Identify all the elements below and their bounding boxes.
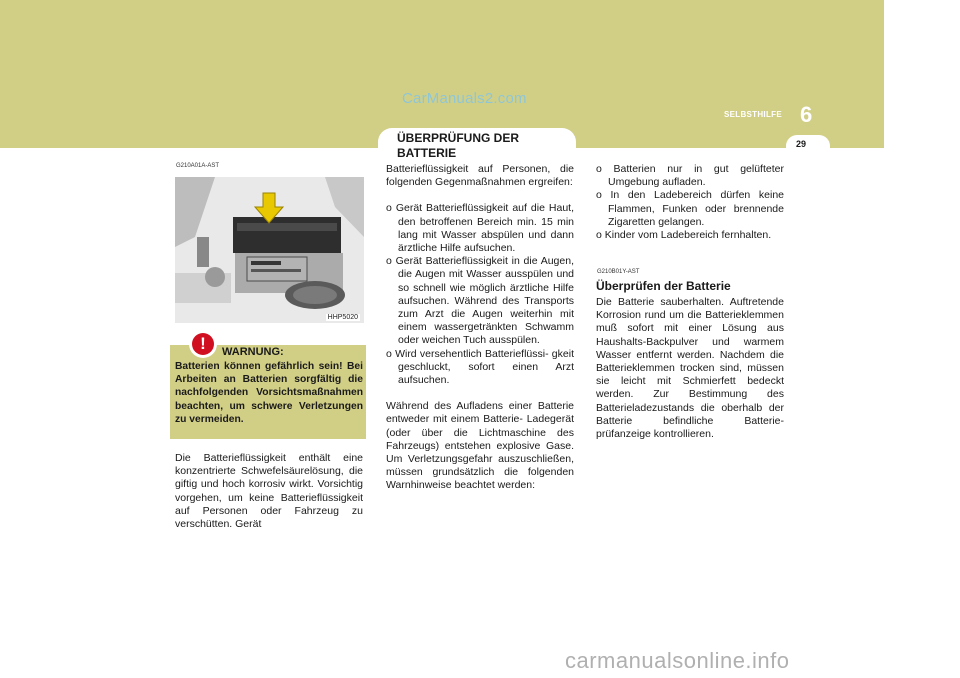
section-number: 6 (800, 102, 813, 127)
page-tab (786, 135, 830, 157)
charging-paragraph: Während des Aufladens einer Batterie entweder mit einem Batterie- Ladegerät (oder über die Lichtmaschine des Fahrzeugs) entstehen explosive Gase. Um Verletzungsgefahr auszuschließen, müssen grundsätzlich die folgenden Warnhinweise beachtet werden: (386, 400, 574, 492)
subsection-heading: Überprüfen der Batterie (596, 279, 731, 293)
watermark-top[interactable]: CarManuals2.com (402, 90, 527, 107)
left-body-paragraph: Die Batterieflüssigkeit enthält eine konzentrierte Schwefelsäurelösung, die giftig und hoch korrosiv wirkt. Vorsichtig vorgehen, um keine Batterieflüssigkeit auf Personen oder Fahrzeug zu verschütten. Gerät (175, 452, 363, 531)
right-body-paragraph: Die Batterie sauberhalten. Auftretende Korrosion rund um die Batterieklemmen muß sofort mit einer Lösung aus Haushalts-Backpulver und warmem Wasser entfernt werden. Nachdem die Batterieklemmen trocken sind, müssen sie leicht mit Schmierfett bedeckt werden. Zur Bestimmung des Batterieladezustands die oberhalb der Batterie befindliche Batterie- prüfanzeige kontrollieren. (596, 296, 784, 441)
list-item: o Gerät Batterieflüssigkeit in die Augen, die Augen mit Wasser ausspülen und so schnell wie möglich ärztliche Hilfe aufsuchen. Während des Transports zum Arzt die Augen weiterhin mit einem wassergetränkten Schwamm oder weichen Tuch ausspülen. (386, 255, 574, 347)
photo-code: HHP5020 (327, 314, 358, 321)
header-band (0, 0, 884, 148)
battery-illustration (175, 177, 364, 323)
middle-column (386, 163, 574, 506)
figure-code: G210A01A-AST (176, 163, 220, 169)
page-title: ÜBERPRÜFUNG DER BATTERIE (397, 131, 520, 160)
page-number: 29 (796, 139, 807, 149)
right-body (596, 296, 784, 454)
charging-warnings-list (596, 163, 784, 242)
right-list (596, 163, 784, 255)
list-item: o Wird versehentlich Batterieflüssi- gkeit geschluckt, sofort einen Arzt aufsuchen. (386, 347, 574, 387)
section-code: G210B01Y-AST (597, 269, 640, 275)
warning-text: Batterien können gefährlich sein! Bei Arbeiten an Batterien sorgfältig die nachfolgenden Vorsichtsmaßnahmen beachten, um schwere Verletzungen zu vermeiden. (175, 361, 363, 425)
section-label: SELBSTHILFE (724, 110, 782, 119)
page-margin (884, 0, 960, 678)
list-item: o Batterien nur in gut gelüfteter Umgebung aufladen. (596, 163, 784, 189)
watermark-bottom[interactable]: carmanualsonline.info (565, 648, 790, 673)
left-body (175, 452, 363, 544)
list-item: o In den Ladebereich dürfen keine Flammen, Funken oder brennende Zigaretten gelangen. (596, 189, 784, 228)
middle-intro: Batterieflüssigkeit auf Personen, die folgenden Gegenmaßnahmen ergreifen: (386, 163, 574, 189)
list-item: o Kinder vom Ladebereich fernhalten. (596, 229, 772, 242)
warning-heading: WARNUNG: (222, 346, 284, 358)
list-item: o Gerät Batterieflüssigkeit auf die Haut, den betroffenen Bereich min. 15 min lang mit Wasser abspülen und dann ärztliche Hilfe aufsuchen. (386, 202, 574, 255)
first-aid-list (386, 202, 574, 387)
battery-photo (175, 177, 364, 323)
exclamation-icon: ! (192, 333, 214, 355)
